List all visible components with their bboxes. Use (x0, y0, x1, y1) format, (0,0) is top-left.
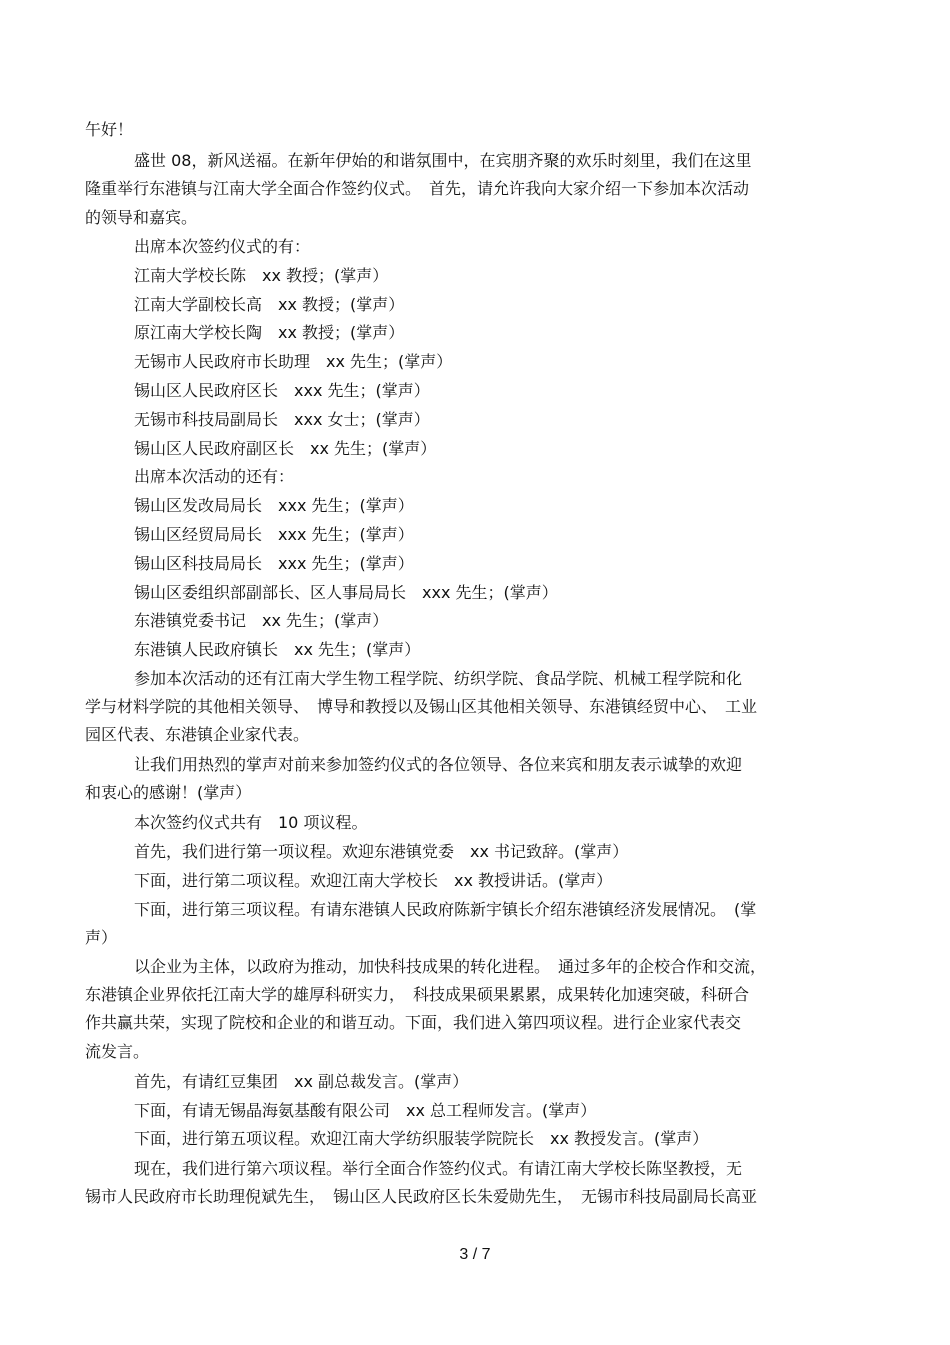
text-line: 以企业为主体，以政府为推动，加快科技成果的转化进程。 通过多年的企校合作和交流， (134, 957, 767, 976)
text-line: 无锡市人民政府市长助理 xx 先生；(掌声） (134, 352, 453, 371)
text-line: 首先，我们进行第一项议程。欢迎东港镇党委 xx 书记致辞。(掌声） (134, 842, 629, 861)
text-line: 的领导和嘉宾。 (85, 208, 198, 227)
text-line: 锡山区委组织部副部长、区人事局局长 xxx 先生；(掌声） (134, 583, 558, 602)
text-line: 东港镇企业界依托江南大学的雄厚科研实力， 科技成果硕果累累，成果转化加速突破，科研合 (85, 985, 750, 1004)
text-line: 园区代表、东港镇企业家代表。 (85, 725, 310, 744)
text-line: 让我们用热烈的掌声对前来参加签约仪式的各位领导、各位来宾和朋友表示诚挚的欢迎 (134, 755, 743, 774)
text-line: 锡山区科技局局长 xxx 先生；(掌声） (134, 554, 414, 573)
text-line: 盛世 08，新风送福。在新年伊始的和谐氛围中，在宾朋齐聚的欢乐时刻里，我们在这里 (134, 151, 752, 170)
text-line: 下面，进行第二项议程。欢迎江南大学校长 xx 教授讲话。(掌声） (134, 871, 613, 890)
text-line: 无锡市科技局副局长 xxx 女士；(掌声） (134, 410, 430, 429)
text-line: 首先，有请红豆集团 xx 副总裁发言。(掌声） (134, 1072, 469, 1091)
text-line: 现在，我们进行第六项议程。举行全面合作签约仪式。有请江南大学校长陈坚教授，无 (134, 1159, 743, 1178)
text-line: 出席本次活动的还有： (134, 467, 295, 486)
text-line: 和衷心的感谢！(掌声） (85, 783, 252, 802)
text-line: 锡山区经贸局局长 xxx 先生；(掌声） (134, 525, 414, 544)
text-line: 参加本次活动的还有江南大学生物工程学院、纺织学院、食品学院、机械工程学院和化 (134, 669, 743, 688)
text-line: 下面，有请无锡晶海氨基酸有限公司 xx 总工程师发言。(掌声） (134, 1101, 597, 1120)
text-line: 锡山区人民政府副区长 xx 先生；(掌声） (134, 439, 437, 458)
text-line-greeting: 午好！ (85, 120, 134, 139)
text-line: 本次签约仪式共有 10 项议程。 (134, 813, 368, 832)
text-line: 江南大学副校长高 xx 教授；(掌声） (134, 295, 405, 314)
text-line: 隆重举行东港镇与江南大学全面合作签约仪式。 首先，请允许我向大家介绍一下参加本次活动 (85, 179, 750, 198)
text-line: 作共赢共荣，实现了院校和企业的和谐互动。下面，我们进入第四项议程。进行企业家代表交 (85, 1013, 742, 1032)
text-line: 学与材料学院的其他相关领导、 博导和教授以及锡山区其他相关领导、东港镇经贸中心、 工业 (85, 697, 758, 716)
text-line: 东港镇人民政府镇长 xx 先生；(掌声） (134, 640, 421, 659)
page-number: 3 / 7 (459, 1246, 491, 1263)
text-line: 下面，进行第五项议程。欢迎江南大学纺织服装学院院长 xx 教授发言。(掌声） (134, 1129, 709, 1148)
text-line: 锡山区发改局局长 xxx 先生；(掌声） (134, 496, 414, 515)
text-line: 江南大学校长陈 xx 教授；(掌声） (134, 266, 389, 285)
text-line: 原江南大学校长陶 xx 教授；(掌声） (134, 323, 405, 342)
text-line: 声） (85, 928, 118, 947)
text-line: 出席本次签约仪式的有： (134, 237, 311, 256)
text-line: 下面，进行第三项议程。有请东港镇人民政府陈新宇镇长介绍东港镇经济发展情况。 (掌 (134, 900, 757, 919)
text-line: 东港镇党委书记 xx 先生；(掌声） (134, 611, 389, 630)
text-line: 流发言。 (85, 1042, 150, 1061)
text-line: 锡山区人民政府区长 xxx 先生；(掌声） (134, 381, 430, 400)
text-line: 锡市人民政府市长助理倪斌先生， 锡山区人民政府区长朱爱勋先生， 无锡市科技局副局长高亚 (85, 1187, 758, 1206)
